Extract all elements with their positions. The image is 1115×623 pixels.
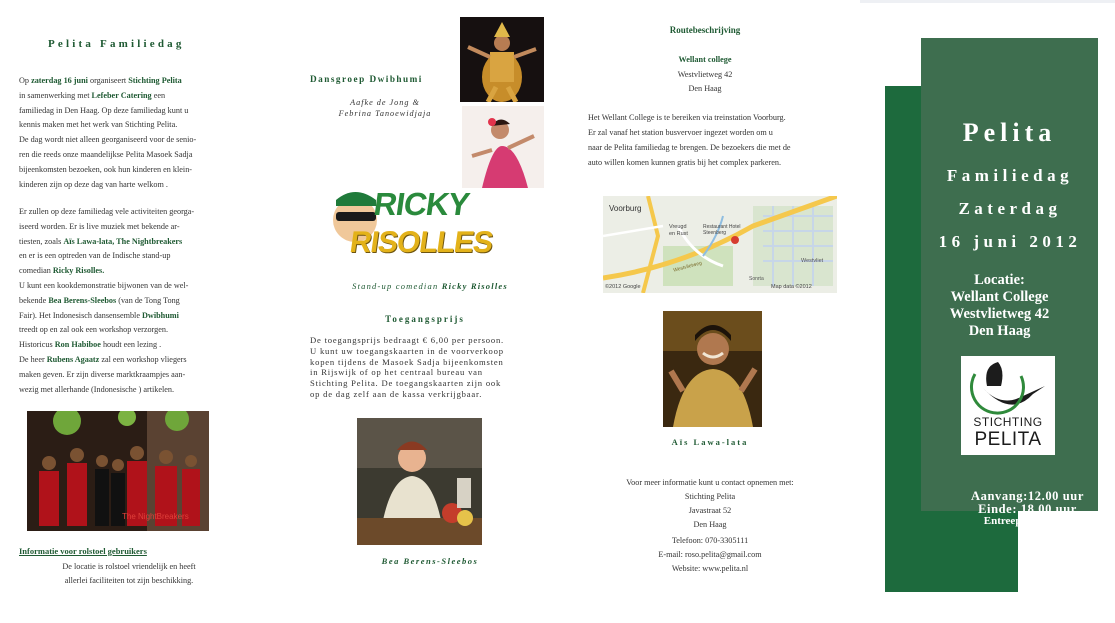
rolstoel-heading: Informatie voor rolstoel gebruikers bbox=[19, 546, 147, 556]
map-label-westvliet: Westvliet bbox=[801, 258, 824, 264]
entree-price: Entreeprijs: € 6,00 bbox=[983, 515, 1072, 527]
cover-day: Zaterdag bbox=[958, 199, 1062, 218]
highlight-text: Lefeber Catering bbox=[91, 90, 152, 100]
logo-text-pelita: PELITA bbox=[974, 429, 1042, 450]
ricky-logo-line2: RISOLLES bbox=[347, 226, 495, 259]
ricky-caption bbox=[310, 281, 550, 291]
ais-lawa-lata-photo bbox=[663, 311, 762, 427]
dansgroep-heading: Dansgroep Dwibhumi bbox=[310, 74, 423, 84]
aanvang-time: Aanvang:12.00 uur bbox=[971, 489, 1084, 503]
highlight-text: Rubens Agaatz bbox=[46, 354, 100, 364]
body-text: en er is een optreden van de Indische stand-up comedian bbox=[19, 251, 171, 276]
lamp-bowl bbox=[983, 386, 1045, 405]
highlight-text: Bea Berens-Sleebos bbox=[48, 295, 117, 305]
flame-shape bbox=[986, 362, 1002, 386]
body-text: een familiedag in Den Haag. Op deze familiedag kunt u kennis maken met het werk van Stichting Pelita. De dag wordt niet alleen georganiseerd voor de senio- ren die reeds onze maandelijkse Pelita Masoek Sadja bijeenkomsten bezoeken, ook hun kinderen en klein- kinderen zijn op deze dag van harte welkom . bbox=[19, 90, 197, 189]
ricky-risolles-logo bbox=[330, 182, 495, 272]
contact-details: Telefoon: 070-3305111 E-mail: roso.pelita@gmail.com Website: www.pelita.nl bbox=[658, 536, 762, 573]
map-label-restaurant: Restaurant Hotel Steenberg bbox=[703, 224, 741, 236]
body-text: U kunt een kookdemonstratie bijwonen van de wel- bekende bbox=[19, 280, 189, 305]
body-text: treedt op en zal ook een workshop verzorgen. Historicus bbox=[19, 325, 168, 350]
highlight-text: Ron Habiboe bbox=[54, 340, 101, 350]
highlight-text: Aïs Lawa-lata, The Nightbreakers bbox=[63, 236, 183, 246]
toegangsprijs-text: De toegangsprijs bedraagt € 6,00 per persoon. U kunt uw toegangskaarten in de voorverkoop kopen tijdens de Masoek Sadja bijeenkomsten in Rijswijk of op het centraal bureau van Stichting Pelita. De toegangskaarten zijn ook op de dag zelf aan de kassa verkrijgbaar. bbox=[310, 335, 504, 399]
cover-times bbox=[955, 490, 1100, 528]
body-text: zal een workshop vliegers maken geven. Er zijn diverse marktkraampjes aan- wezig met allerhande (Indonesische ) artikelen. bbox=[19, 354, 187, 394]
oil-lamp-icon bbox=[961, 356, 1055, 416]
highlight-text: Dwibhumi bbox=[142, 310, 179, 320]
map-label-voorburg: Voorburg bbox=[609, 204, 642, 213]
dancer-pink-photo bbox=[462, 106, 544, 188]
venue-address bbox=[600, 53, 810, 97]
bea-berens-photo bbox=[357, 418, 482, 545]
map-copyright: ©2012 Google bbox=[605, 284, 641, 290]
map-label-vreugd: Vreugd en Rust bbox=[669, 224, 688, 237]
cover-date: 16 juni 2012 bbox=[938, 232, 1082, 251]
rolstoel-text: De locatie is rolstoel vriendelijk en heeft allerlei faciliteiten tot zijn beschikking. bbox=[62, 562, 196, 585]
body-text: houdt een lezing . De heer bbox=[19, 340, 162, 364]
highlight-text: Ricky Risolles. bbox=[52, 266, 105, 276]
contact-info-block: Voor meer informatie kunt u contact opnemen met: Stichting Pelita Javastraat 52 Den Haag bbox=[626, 478, 794, 529]
dansgroep-names: Aafke de Jong & Febrina Tanoewidjaja bbox=[338, 98, 432, 118]
highlight-text: Stichting Pelita bbox=[128, 76, 182, 85]
route-text: Het Wellant College is te bereiken via treinstation Voorburg. Er zal vanaf het station busvervoer ingezet worden om u naar de Pelita familiedag te brengen. De bezoekers die met de auto willen komen kunnen gratis bij het complex parkeren. bbox=[588, 113, 791, 167]
ricky-caption-prefix: Stand-up comedian bbox=[352, 281, 442, 291]
cover-locatie: Locatie: Wellant College Westvlietweg 42 Den Haag bbox=[949, 272, 1050, 339]
toegangsprijs-heading: Toegangsprijs bbox=[385, 314, 465, 324]
cover-title: Pelita bbox=[962, 118, 1057, 147]
activities-paragraph bbox=[19, 205, 251, 397]
map-label-road: Westvlietweg bbox=[672, 260, 703, 274]
einde-time: Einde: 18.00 uur bbox=[978, 501, 1077, 516]
photo-caption-nightbreakers: The NightBreakers bbox=[122, 512, 189, 521]
body-text: in samenwerking met bbox=[19, 90, 90, 100]
body-text: Er zullen op deze familiedag vele activiteiten georga- iseerd worden. Er is live muziek met bekende ar- tiesten, zoals bbox=[19, 207, 195, 246]
highlight-text: zaterdag 16 juni bbox=[31, 76, 88, 85]
logo-text-stichting: STICHTING bbox=[973, 415, 1043, 429]
top-strip bbox=[860, 0, 1115, 3]
intro-paragraph bbox=[19, 74, 251, 192]
ais-caption: Aïs Lawa-lata bbox=[671, 437, 749, 447]
venue-city: Den Haag bbox=[688, 84, 722, 93]
routebeschrijving-heading: Routebeschrijving bbox=[669, 25, 741, 35]
balinese-dancer-photo bbox=[460, 17, 544, 102]
familiedag-heading: Pelita Familiedag bbox=[48, 38, 185, 50]
body-text: (van de Tong Tong Fair). Het Indonesisch dansensemble bbox=[19, 295, 180, 320]
venue-name: Wellant college bbox=[678, 55, 732, 64]
nightbreakers-photo bbox=[27, 411, 209, 531]
route-map bbox=[603, 196, 837, 293]
map-data-notice: Map data ©2012 bbox=[771, 284, 812, 290]
map-label-sc: Sonrta bbox=[749, 276, 764, 282]
body-text: Op bbox=[19, 76, 32, 85]
venue-street: Westvlietweg 42 bbox=[677, 69, 733, 79]
body-text: organiseert bbox=[87, 76, 129, 85]
ricky-caption-name: Ricky Risolles bbox=[441, 281, 508, 291]
cover-subtitle: Familiedag bbox=[946, 166, 1074, 185]
bea-caption: Bea Berens-Sleebos bbox=[381, 556, 479, 566]
ricky-logo-line1: RICKY bbox=[371, 186, 472, 222]
